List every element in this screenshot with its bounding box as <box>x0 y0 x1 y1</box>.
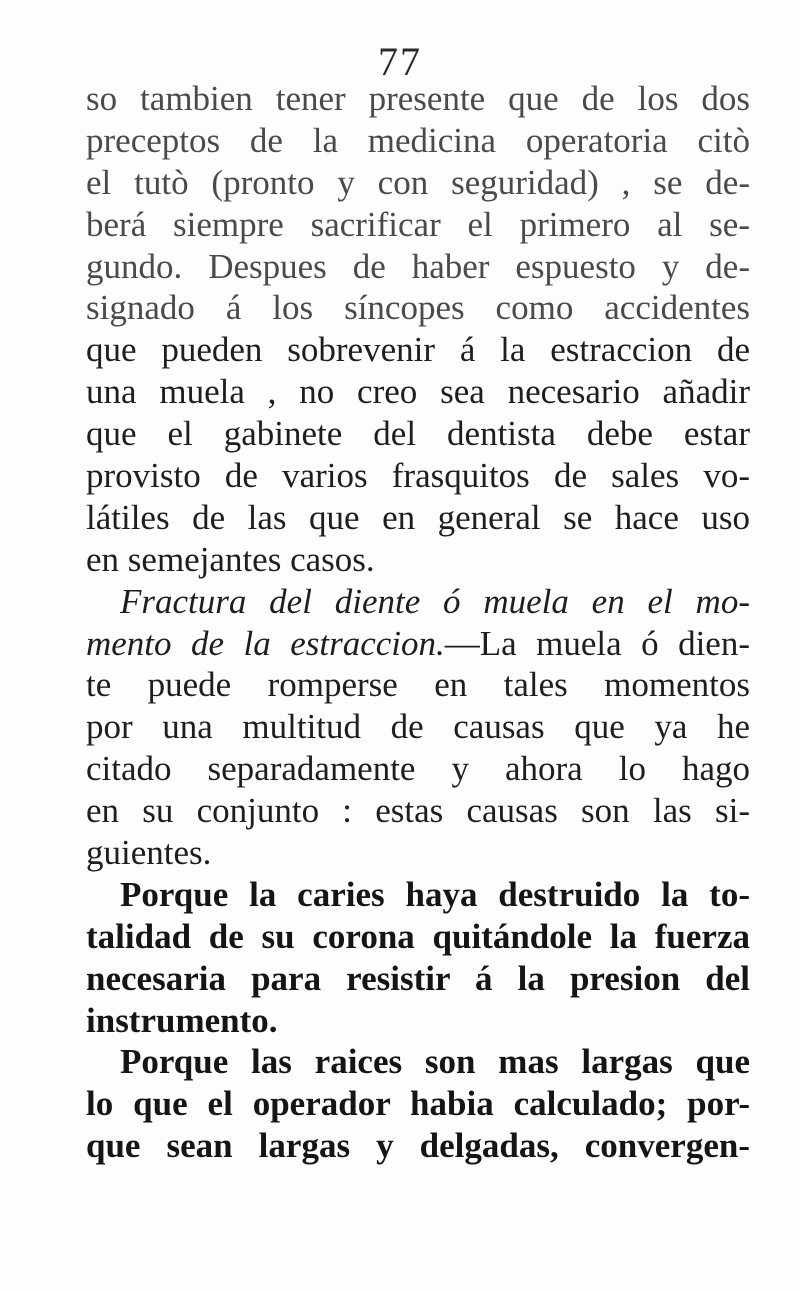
line-text: necesaria para resistir á la presion del <box>86 958 750 998</box>
line-text: gundo. Despues de haber espuesto y de- <box>86 246 750 286</box>
line-text: látiles de las que en general se hace uso <box>86 497 750 537</box>
text-line <box>86 204 750 246</box>
line-text: lo que el operador habia calculado; por- <box>86 1084 750 1124</box>
line-text: que sean largas y delgadas, convergen- <box>86 1126 750 1166</box>
line-text: una muela , no creo sea necesario añadir <box>86 372 750 412</box>
italic-heading-text: mento de la estraccion. <box>86 623 445 663</box>
page-number: 77 <box>378 39 422 84</box>
text-line <box>86 916 750 958</box>
text-line <box>86 1041 750 1083</box>
line-text: so tambien tener presente que de los dos <box>86 79 750 118</box>
line-text: —La muela ó dien- <box>444 623 750 663</box>
line-text: en su conjunto : estas causas son las si- <box>86 791 750 831</box>
line-text: Porque la caries haya destruido la to- <box>120 874 750 914</box>
text-line <box>86 623 750 665</box>
line-text: provisto de varios frasquitos de sales vo- <box>86 456 750 496</box>
text-line <box>86 581 750 623</box>
text-block <box>86 78 750 1167</box>
text-line <box>86 120 750 162</box>
line-text: Porque las raices son mas largas que <box>120 1042 750 1082</box>
line-text: berá siempre sacrificar el primero al se- <box>86 204 750 244</box>
text-line <box>86 1000 750 1042</box>
line-text: instrumento. <box>86 1000 278 1040</box>
text-line <box>86 287 750 329</box>
text-line <box>86 162 750 204</box>
line-text: por una multitud de causas que ya he <box>86 707 750 747</box>
text-line <box>86 246 750 288</box>
text-line <box>86 664 750 706</box>
text-line <box>86 329 750 371</box>
text-line <box>86 413 750 455</box>
text-line <box>86 706 750 748</box>
text-line <box>86 539 750 581</box>
text-line <box>86 748 750 790</box>
text-line <box>86 958 750 1000</box>
line-text: guientes. <box>86 833 212 873</box>
text-line <box>86 874 750 916</box>
line-text: talidad de su corona quitándole la fuerza <box>86 916 750 956</box>
text-line <box>86 1083 750 1125</box>
line-text: signado á los síncopes como accidentes <box>86 288 750 328</box>
italic-heading-text: Fractura del diente ó muela en el mo- <box>120 581 750 621</box>
line-text: citado separadamente y ahora lo hago <box>86 749 750 789</box>
line-text: en semejantes casos. <box>86 539 375 579</box>
text-line <box>86 78 750 120</box>
line-text: que pueden sobrevenir á la estraccion de <box>86 330 750 370</box>
text-line <box>86 832 750 874</box>
text-line <box>86 1125 750 1167</box>
text-line <box>86 371 750 413</box>
line-text: que el gabinete del dentista debe estar <box>86 414 750 454</box>
text-line <box>86 497 750 539</box>
text-line <box>86 790 750 832</box>
line-text: preceptos de la medicina operatoria citò <box>86 120 750 160</box>
line-text: el tutò (pronto y con seguridad) , se de- <box>86 162 750 202</box>
text-line <box>86 455 750 497</box>
line-text: te puede romperse en tales momentos <box>86 665 750 705</box>
